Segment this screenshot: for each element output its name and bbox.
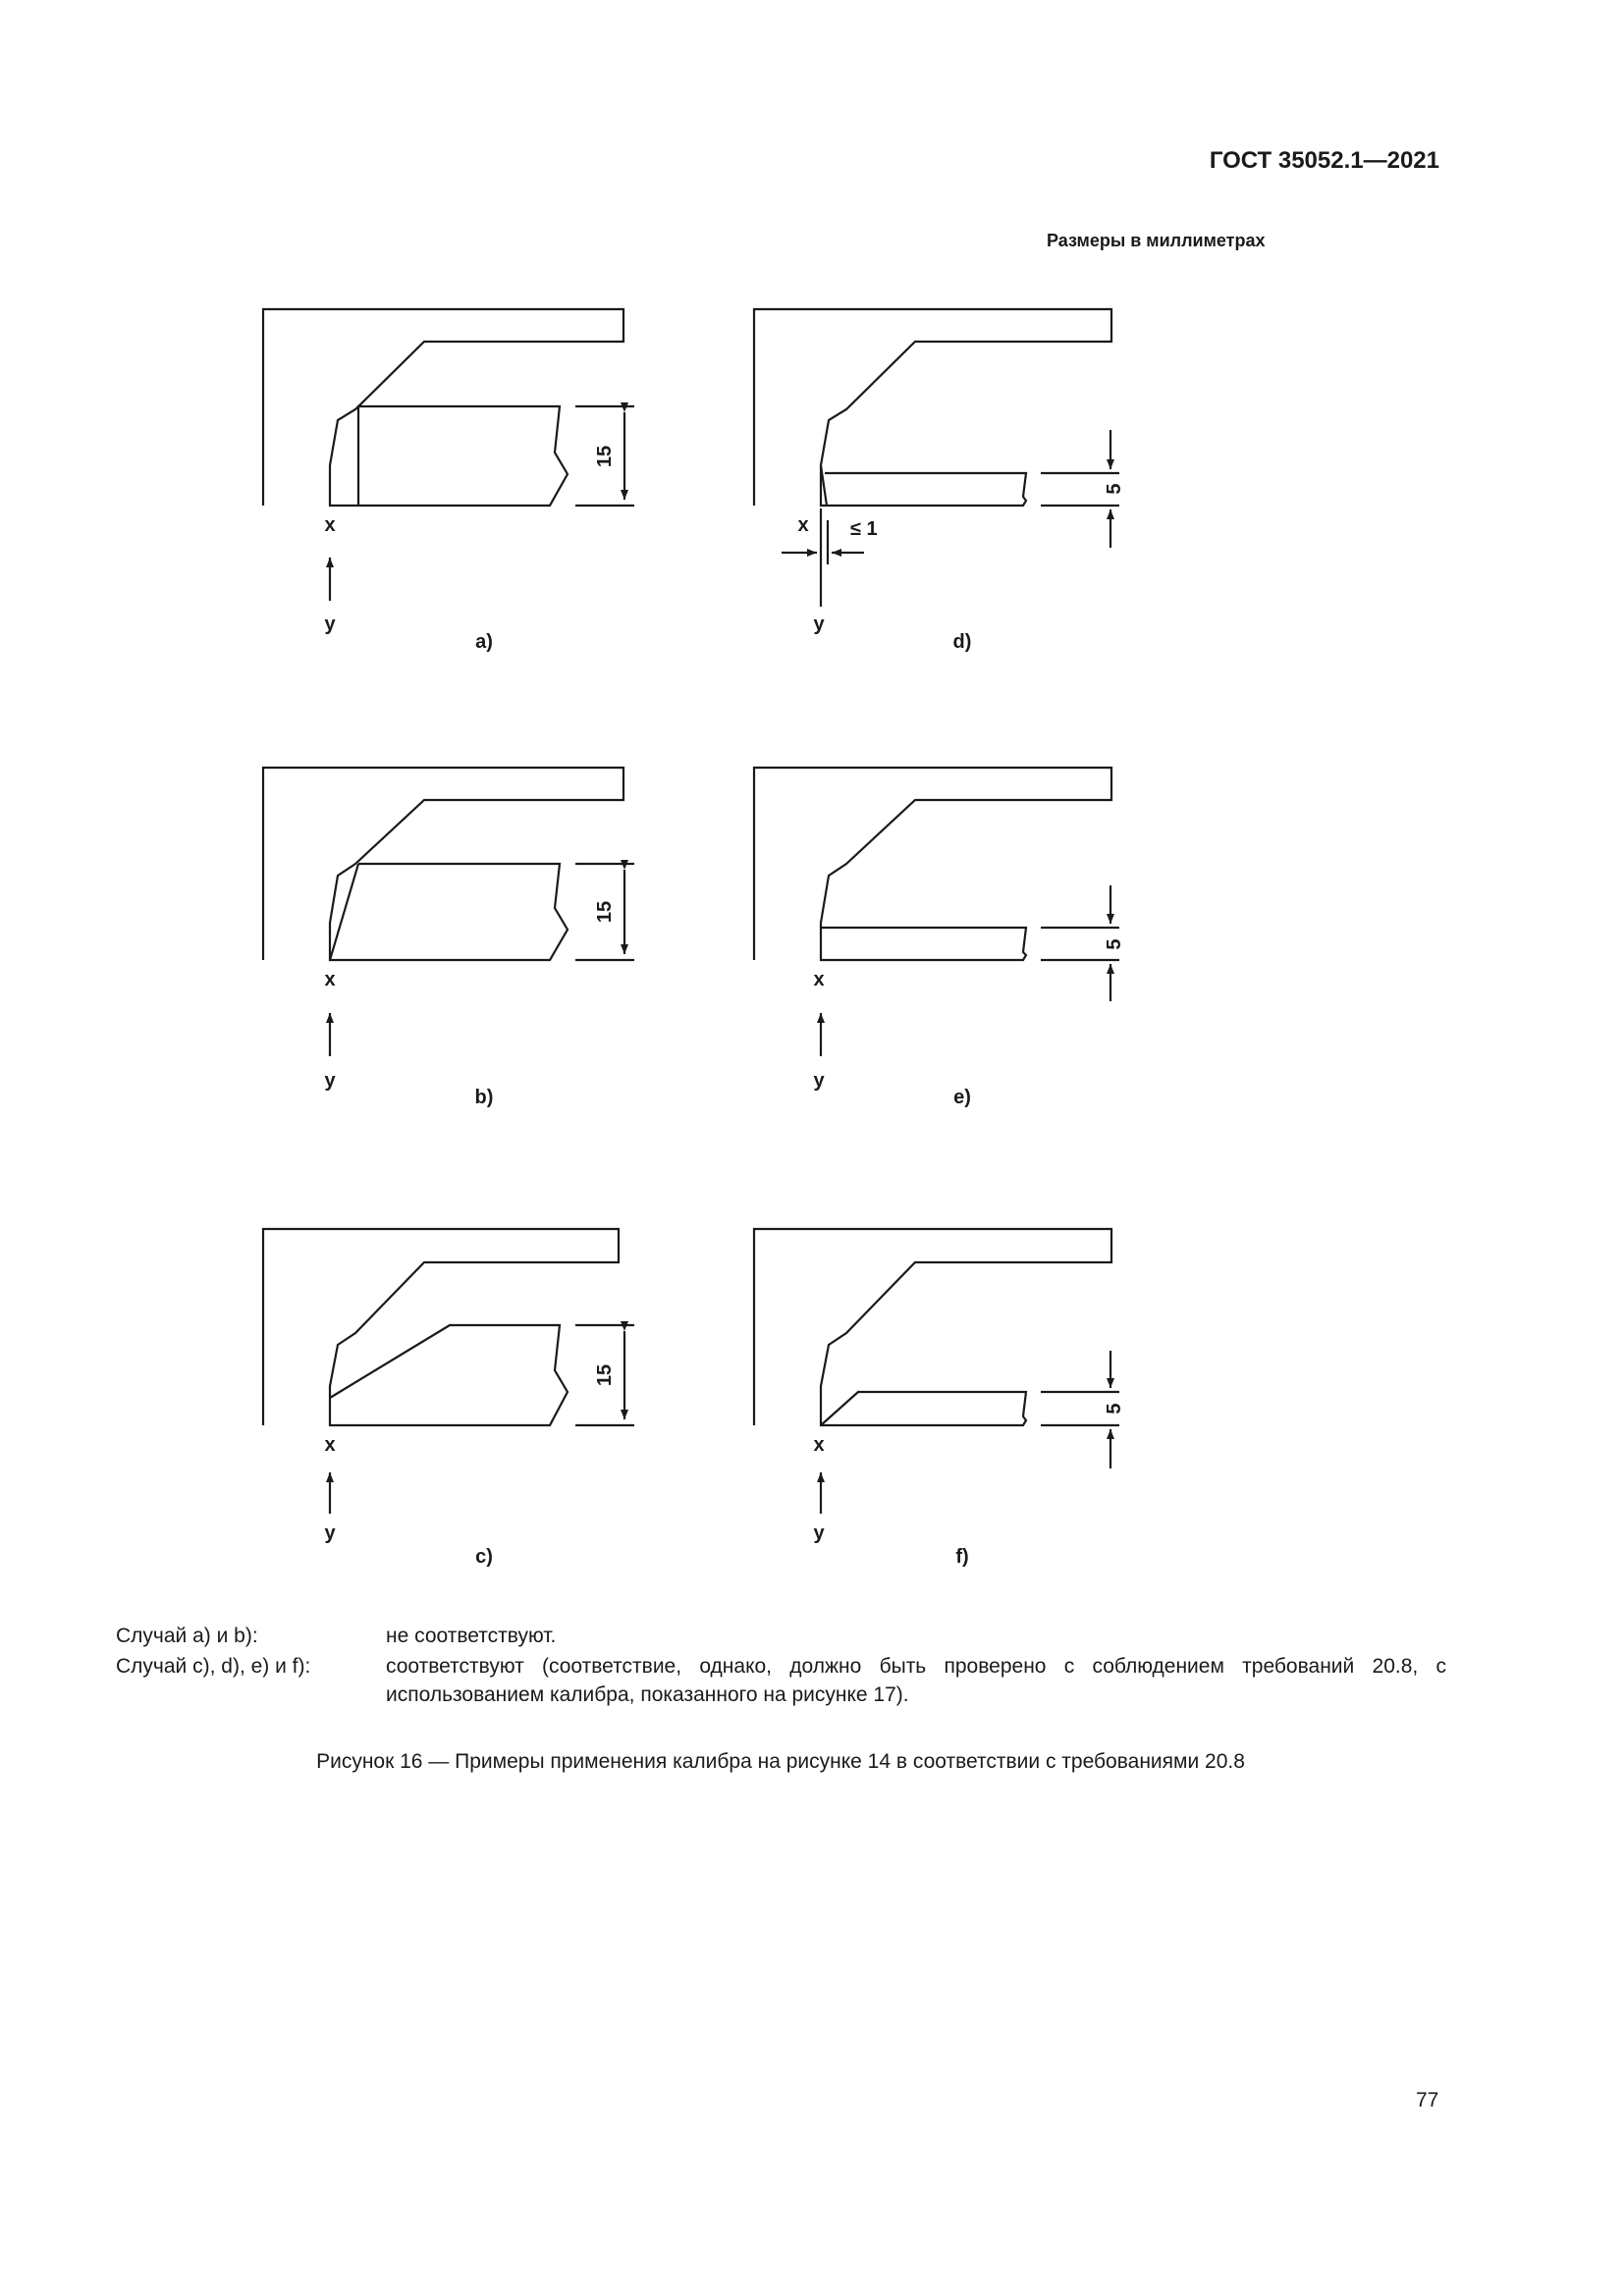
panel-a-y-label: y	[324, 614, 336, 635]
panel-b-label: b)	[474, 1087, 494, 1108]
panel-f-y-label: y	[813, 1522, 825, 1544]
panel-e-x-label: x	[813, 969, 825, 990]
panel-e-y-label: y	[813, 1070, 825, 1092]
panel-e-diagram	[754, 768, 1119, 1056]
panel-b-x-label: x	[324, 969, 336, 990]
note-text: соответствуют (соответствие, однако, должно быть проверено с соблюдением требований 20.8, с использованием калибра, показанного на рисунке 17).	[386, 1655, 1446, 1706]
note-row	[116, 1652, 1446, 1709]
page-number: 77	[1416, 2089, 1439, 2111]
panel-f-label: f)	[955, 1546, 969, 1568]
standard-header: ГОСТ 35052.1—2021	[1209, 147, 1439, 174]
panel-b-y-label: y	[324, 1070, 336, 1092]
panel-a-dim-15: 15	[594, 445, 616, 468]
panel-b-diagram	[263, 768, 634, 1056]
panel-c-dim-15: 15	[594, 1363, 616, 1387]
panel-e-dim-5: 5	[1104, 938, 1125, 950]
panel-c-label: c)	[475, 1546, 493, 1568]
panel-d-offset-label: ≤ 1	[850, 518, 878, 540]
note-text: не соответствуют.	[386, 1625, 557, 1647]
panel-d-diagram	[754, 309, 1119, 607]
note-label: Случай a) и b):	[116, 1625, 258, 1647]
panel-d-y-label: y	[813, 614, 825, 635]
panel-c-y-label: y	[324, 1522, 336, 1544]
panel-f-diagram	[754, 1229, 1119, 1514]
panel-b-dim-15: 15	[594, 900, 616, 924]
dimensions-note: Размеры в миллиметрах	[1047, 231, 1266, 250]
notes-block	[116, 1622, 1446, 1711]
panel-d-x-label: x	[797, 514, 809, 536]
panel-c-diagram	[263, 1229, 634, 1514]
note-label: Случай c), d), e) и f):	[116, 1655, 311, 1678]
panel-a-label: a)	[475, 631, 493, 653]
panel-a-x-label: x	[324, 514, 336, 536]
figure-caption: Рисунок 16 — Примеры применения калибра на рисунке 14 в соответствии с требованиями 20.8	[316, 1750, 1245, 1773]
note-row	[116, 1622, 1446, 1650]
panel-f-x-label: x	[813, 1434, 825, 1456]
panel-d-dim-5: 5	[1104, 483, 1125, 495]
panel-f-dim-5: 5	[1104, 1403, 1125, 1415]
panel-c-x-label: x	[324, 1434, 336, 1456]
panel-a-diagram	[263, 309, 634, 601]
panel-e-label: e)	[953, 1087, 971, 1108]
panel-d-label: d)	[952, 631, 972, 653]
